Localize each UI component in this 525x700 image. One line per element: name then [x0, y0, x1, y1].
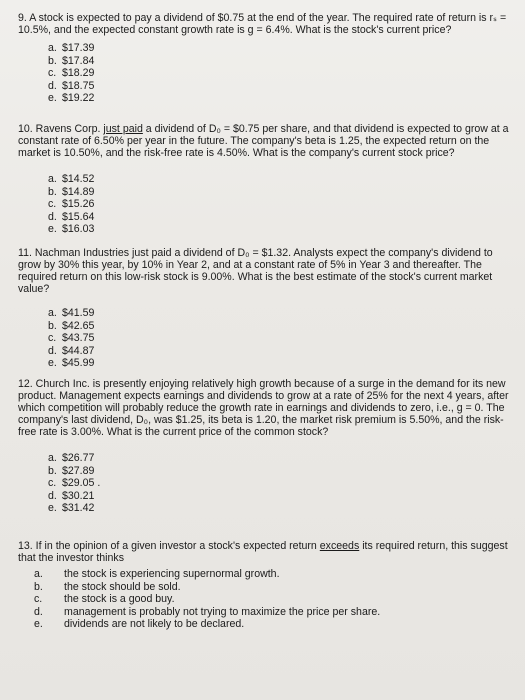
question-13-option-d[interactable]: d. management is probably not trying to maximize the price per share. [34, 605, 381, 618]
question-10-option-c[interactable]: c. $15.26 [48, 198, 95, 211]
question-9-option-b[interactable]: b. $17.84 [48, 54, 95, 67]
question-10-underlined: just paid [103, 123, 143, 135]
question-12-text: 12. Church Inc. is presently enjoying relatively high growth because of a surge in the demand for its new product. Management expects earnings and dividends to grow at a rate of 25% for the next 4 years, after which competition will probably reduce the growth rate in earnings and dividends to zero, i.e., g = 0. The company's last dividend, D₀, was $1.25, its beta is 1.20, the market risk premium is 5.50%, and the risk-free rate is 3.00%. What is the current price of the common stock? [18, 378, 509, 438]
question-12-option-d[interactable]: d. $30.21 [48, 489, 95, 502]
question-9-option-c[interactable]: c. $18.29 [48, 67, 95, 80]
question-9-option-e[interactable]: e. $19.22 [48, 92, 95, 105]
question-13-option-a[interactable]: a. the stock is experiencing supernormal growth. [34, 568, 280, 580]
question-11-option-d[interactable]: d. $44.87 [48, 344, 95, 357]
question-9-option-a[interactable]: a. $17.39 [48, 42, 95, 54]
question-13-option-c[interactable]: c. the stock is a good buy. [34, 593, 175, 606]
question-13-option-b[interactable]: b. the stock should be sold. [34, 580, 181, 593]
question-10-option-d[interactable]: d. $15.64 [48, 210, 95, 223]
question-12-option-c[interactable]: c. $29.05 . [48, 477, 101, 490]
question-12-option-a[interactable]: a. $26.77 [48, 452, 95, 464]
question-11 [18, 247, 518, 370]
question-10-text: 10. Ravens Corp. just paid a dividend of D₀ = $0.75 per share, and that dividend is expected to grow at a constant rate of 6.50% per year in the future. The company's beta is 1.25, the expected return on the market is 10.50%, and the risk-free rate is 4.50%. What is the company's current stock price? [18, 123, 509, 159]
question-11-option-e[interactable]: e. $45.99 [48, 357, 95, 370]
question-13-options [34, 568, 518, 631]
question-9-options [48, 42, 518, 105]
question-13-underlined: exceeds [319, 540, 360, 552]
question-11-option-a[interactable]: a. $41.59 [48, 307, 95, 319]
question-11-option-c[interactable]: c. $43.75 [48, 332, 95, 345]
question-11-option-b[interactable]: b. $42.65 [48, 319, 95, 332]
question-9-option-d[interactable]: d. $18.75 [48, 79, 95, 92]
question-11-text: 11. Nachman Industries just paid a dividend of D₀ = $1.32. Analysts expect the company's dividend to grow by 30% this year, by 10% in Year 2, and at a constant rate of 5% in Year 3 and thereafter. The required return on this low-risk stock is 9.00%. What is the best estimate of the stock's current market value? [18, 247, 493, 295]
question-10-option-a[interactable]: a. $14.52 [48, 173, 95, 185]
question-10-options [48, 173, 518, 236]
question-13-text: 13. If in the opinion of a given investor a stock's expected return exceeds its required return, this suggest that the investor thinks [18, 540, 508, 564]
question-9 [18, 12, 518, 105]
question-10-option-b[interactable]: b. $14.89 [48, 185, 95, 198]
question-10-option-e[interactable]: e. $16.03 [48, 223, 95, 236]
question-12-option-b[interactable]: b. $27.89 [48, 464, 95, 477]
question-13 [18, 540, 518, 631]
question-9-text: 9. A stock is expected to pay a dividend of $0.75 at the end of the year. The required rate of return is rₛ = 10.5%, and the expected constant growth rate is g = 6.4%. What is the stock's current price? [18, 12, 507, 36]
question-12 [18, 378, 518, 515]
question-11-options [48, 307, 518, 370]
question-12-option-e[interactable]: e. $31.42 [48, 502, 95, 515]
question-12-options [48, 452, 518, 515]
question-13-option-e[interactable]: e. dividends are not likely to be declared. [34, 618, 245, 631]
question-10 [18, 123, 518, 236]
